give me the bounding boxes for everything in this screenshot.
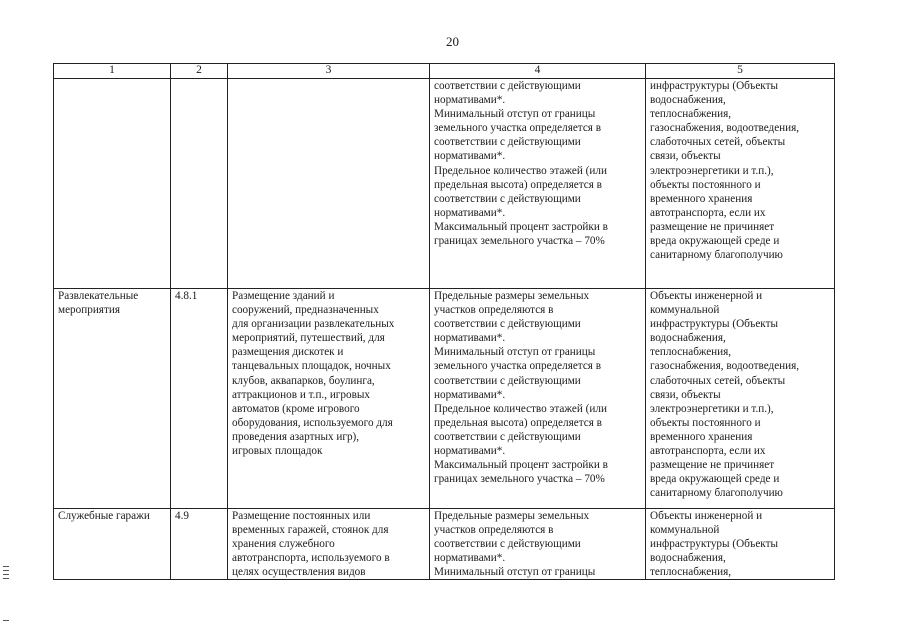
cell-text-line: теплоснабжения, [650,108,732,121]
cell-text-line: клубов, аквапарков, боулинга, [232,374,375,387]
cell-text-line: Минимальный отступ от границы [434,566,596,579]
cell-text-line: коммунальной [650,524,720,537]
cell-text-line: Размещение постоянных или [232,510,371,522]
cell-text-line: аттракционов и т.п., игровых [232,388,370,401]
cell-text-line: соответствии с действующими [434,136,581,149]
auxiliary-uses-cell [646,509,835,580]
table-row [54,79,835,289]
cell-text-line: автотранспорта, если их [650,206,766,219]
cell-text-line: нормативами*. [434,206,506,219]
cell-text-line: хранения служебного [232,538,335,551]
cell-text-line: Размещение зданий и [232,290,335,302]
cell-text-line: нормативами*. [434,150,506,163]
cell-text-line: участков определяются в [434,524,554,537]
cell-text-line: мероприятия [58,304,120,317]
cell-text-line: соответствии с действующими [434,374,581,387]
cell-text-line: санитарному благополучию [650,249,783,262]
cell-text-line: Максимальный процент застройки в [434,220,608,233]
cell-text-line: слаботочных сетей, объекты [650,136,786,149]
use-code-cell [171,79,228,289]
cell-text-line: нормативами*. [434,332,506,345]
cell-text-line: предельная высота) определяется в [434,416,602,429]
cell-text-line: Предельное количество этажей (или [434,402,607,415]
cell-text-line: размещение не причиняет [650,220,775,233]
parameters-cell [430,289,646,509]
cell-text-line: временного хранения [650,192,753,205]
page-number: 20 [446,34,459,49]
header-cell-2: 2 [171,64,228,79]
cell-text-line: водоснабжения, [650,552,726,565]
cell-text-line: для организации развлекательных [232,318,395,331]
cell-text-line: санитарному благополучию [650,487,783,500]
cell-text-line: границах земельного участка – 70% [434,235,605,248]
cell-text-line: Предельные размеры земельных [434,290,590,302]
use-name-cell [54,79,171,289]
cell-text-line: нормативами*. [434,552,506,565]
cell-text-line: границах земельного участка – 70% [434,473,605,486]
cell-text-line: Минимальный отступ от границы [434,108,596,121]
cell-text-line: предельная высота) определяется в [434,178,602,191]
cell-text-line: водоснабжения, [650,94,726,107]
cell-text-line: объекты постоянного и [650,416,761,429]
cell-text-line: автотранспорта, используемого в [232,552,390,565]
use-name-cell [54,289,171,509]
cell-text-line: автотранспорта, если их [650,445,766,458]
cell-text-line: Развлекательные [58,290,139,302]
cell-text-line: коммунальной [650,304,720,317]
cell-text-line: Максимальный процент застройки в [434,459,608,472]
cell-text-line: связи, объекты [650,150,721,163]
header-cell-3: 3 [228,64,430,79]
scan-margin-dash [3,620,9,621]
cell-text-line: размещения дискотек и [232,346,344,359]
cell-text-line: временных гаражей, стоянок для [232,524,389,537]
cell-text-line: оборудования, используемого для [232,416,393,429]
cell-text-line: автоматов (кроме игрового [232,402,360,415]
cell-text-line: теплоснабжения, [650,346,732,359]
cell-text-line: объекты постоянного и [650,178,761,191]
cell-text-line: газоснабжения, водоотведения, [650,122,800,135]
cell-text-line: размещение не причиняет [650,459,775,472]
header-cell-1: 1 [54,64,171,79]
use-description-cell [228,289,430,509]
cell-text-line: проведения азартных игр), [232,430,360,443]
cell-text-line: вреда окружающей среде и [650,473,780,486]
use-name-cell [54,509,171,580]
header-row [54,64,835,79]
cell-text-line: земельного участка определяется в [434,360,602,373]
cell-text-line: игровых площадок [232,445,323,458]
header-cell-5: 5 [646,64,835,79]
cell-text-line: земельного участка определяется в [434,122,602,135]
auxiliary-uses-cell [646,79,835,289]
cell-text-line: Минимальный отступ от границы [434,346,596,359]
cell-text-line: целях осуществления видов [232,566,366,579]
table-row [54,289,835,509]
cell-text-line: водоснабжения, [650,332,726,345]
use-code-cell: 4.8.1 [171,289,228,509]
cell-text-line: Предельные размеры земельных [434,510,590,522]
header-cell-4: 4 [430,64,646,79]
cell-text-line: электроэнергетики и т.п.), [650,164,774,177]
cell-text-line: танцевальных площадок, ночных [232,360,391,373]
use-description-cell [228,509,430,580]
cell-text-line: связи, объекты [650,388,721,401]
cell-text-line: Предельное количество этажей (или [434,164,607,177]
cell-text-line: временного хранения [650,430,753,443]
auxiliary-uses-cell [646,289,835,509]
cell-text-line: Объекты инженерной и [650,510,763,522]
use-description-cell [228,79,430,289]
cell-text-line: сооружений, предназначенных [232,304,379,317]
cell-text-line: нормативами*. [434,94,506,107]
cell-text-line: Служебные гаражи [58,510,150,522]
cell-text-line: теплоснабжения, [650,566,732,579]
zoning-table [53,63,835,580]
cell-text-line: нормативами*. [434,388,506,401]
cell-text-line: мероприятий, путешествий, для [232,332,385,345]
cell-text-line: соответствии с действующими [434,538,581,551]
cell-text-line: электроэнергетики и т.п.), [650,402,774,415]
cell-text-line: соответствии с действующими [434,192,581,205]
cell-text-line: участков определяются в [434,304,554,317]
use-code-cell: 4.9 [171,509,228,580]
cell-text-line: инфраструктуры (Объекты [650,538,779,551]
parameters-cell [430,509,646,580]
cell-text-line: соответствии с действующими [434,318,581,331]
parameters-cell [430,79,646,289]
cell-text-line: соответствии с действующими [434,80,581,92]
cell-text-line: слаботочных сетей, объекты [650,374,786,387]
cell-text-line: газоснабжения, водоотведения, [650,360,800,373]
table-row [54,509,835,580]
cell-text-line: вреда окружающей среде и [650,235,780,248]
cell-text-line: Объекты инженерной и [650,290,763,302]
cell-text-line: нормативами*. [434,445,506,458]
cell-text-line: инфраструктуры (Объекты [650,80,779,92]
scan-margin-marks [3,566,9,586]
cell-text-line: инфраструктуры (Объекты [650,318,779,331]
cell-text-line: соответствии с действующими [434,430,581,443]
